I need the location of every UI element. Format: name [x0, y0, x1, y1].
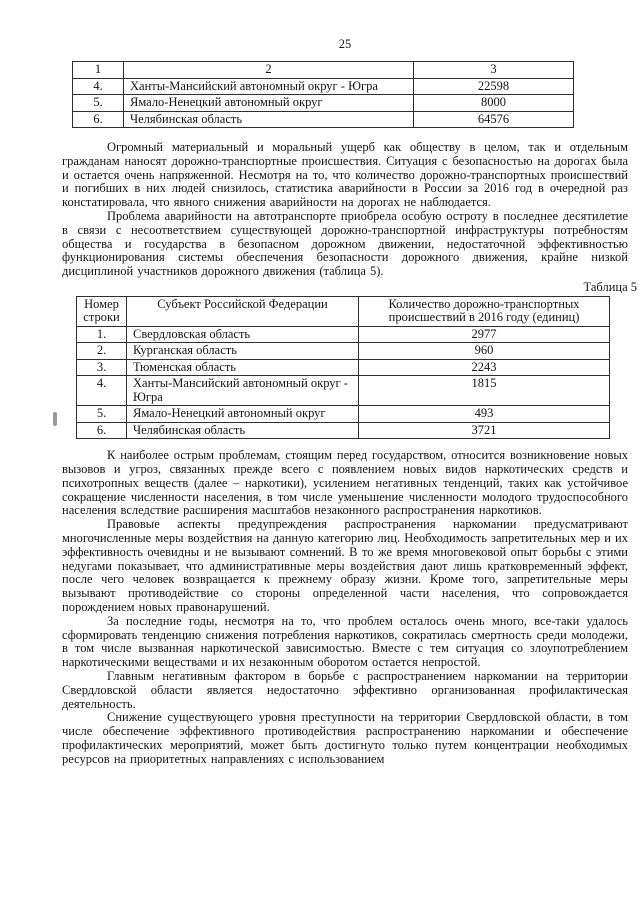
paragraph: Правовые аспекты предупреждения распространения наркомании предусматривают многочисленные меры воздействия на данную категорию лиц. Необходимость запретительных мер и их эффективность очевидны и не вызывают сомнений. В то же время многовековой опыт борьбы с этими недугами показывает, что административные меры воздействия дают лишь кратковременный эффект, после чего человек возвращается к прежнему образу жизни. Кроме того, запретительные меры вызывают противодействие со стороны определенной части населения, что сопровождается порождением новых правонарушений.	[62, 517, 628, 615]
value-cell: 493	[359, 406, 610, 423]
column-number-cell: 2	[124, 62, 414, 79]
paragraph: Огромный материальный и моральный ущерб как обществу в целом, так и отдельным гражданам наносят дорожно-транспортные происшествия. Ситуация с безопасностью на дорогах была и остается очень напряженной. Несмотря на то, что количество дорожно-транспортных происшествий и погибших в них людей снизилось, статистика аварийности в России за 2016 год в очередной раз констатировала, что явного снижения аварийности на дорогах не наблюдается.	[62, 140, 628, 210]
regions-table-continued	[72, 61, 574, 128]
region-cell: Ямало-Ненецкий автономный округ	[127, 406, 359, 423]
value-cell: 1815	[359, 376, 610, 406]
table-row	[73, 78, 574, 95]
table-row	[77, 406, 610, 423]
column-number-row	[73, 62, 574, 79]
value-cell: 2977	[359, 326, 610, 343]
region-cell: Свердловская область	[127, 326, 359, 343]
region-cell: Ханты-Мансийский автономный округ - Югра	[124, 78, 414, 95]
region-cell: Ханты-Мансийский автономный округ - Югра	[127, 376, 359, 406]
paragraph: Снижение существующего уровня преступности на территории Свердловской области, в том числе обеспечение эффективного противодействия распространению наркомании и обеспечение профилактических мероприятий, может быть достигнуто только путем концентрации необходимых ресурсов на приоритетных направлениях с использованием	[62, 710, 628, 766]
region-cell: Курганская область	[127, 343, 359, 360]
table-row	[73, 111, 574, 128]
value-cell: 8000	[414, 95, 574, 112]
paragraph: За последние годы, несмотря на то, что проблем осталось очень много, все-таки удалось сформировать тенденцию снижения потребления наркотиков, сократилась смертность среди молодежи, в том числе вызванная наркотической зависимостью. Вместе с тем ситуация со злоупотреблением наркотическими веществами и их незаконным оборотом остается непростой.	[62, 613, 628, 670]
value-cell: 64576	[414, 111, 574, 128]
paragraph: Главным негативным фактором в борьбе с распространением наркомании на территории Свердловской области является недостаточно эффективно организованная профилактическая деятельность.	[62, 669, 628, 711]
table5-caption: Таблица 5	[583, 279, 637, 294]
value-cell: 960	[359, 343, 610, 360]
column-header-cell: Номер строки	[77, 296, 127, 326]
accidents-2016-table	[76, 296, 610, 440]
region-cell: Челябинская область	[124, 111, 414, 128]
row-number-cell: 4.	[73, 78, 124, 95]
column-number-cell: 3	[414, 62, 574, 79]
column-header-cell: Субъект Российской Федерации	[127, 296, 359, 326]
row-number-cell: 3.	[77, 359, 127, 376]
paragraph: К наиболее острым проблемам, стоящим перед государством, относится возникновение новых вызовов и угроз, связанных прежде всего с появлением новых видов наркотических средств и психотропных веществ (далее – наркотики), усилением негативных тенденций, таких как устойчивое сокращение численности населения, в том числе уменьшение численности молодого трудоспособного населения вследствие расширения масштабов незаконного распространения наркотиков.	[62, 448, 628, 518]
row-number-cell: 5.	[77, 406, 127, 423]
table-row	[77, 422, 610, 439]
table-row	[77, 376, 610, 406]
row-number-cell: 6.	[73, 111, 124, 128]
page-number: 25	[338, 37, 352, 51]
value-cell: 22598	[414, 78, 574, 95]
table-row	[77, 343, 610, 360]
region-cell: Челябинская область	[127, 422, 359, 439]
column-number-cell: 1	[73, 62, 124, 79]
row-number-cell: 2.	[77, 343, 127, 360]
scan-smudge-mark	[53, 412, 57, 426]
paragraph: Проблема аварийности на автотранспорте приобрела особую остроту в последнее десятилетие в связи с несоответствием существующей дорожно-транспортной инфраструктуры потребностям общества и государства в безопасном дорожном движении, недостаточной эффективностью функционирования системы обеспечения безопасности дорожного движения, крайне низкой дисциплиной участников дорожного движения (таблица 5).	[62, 208, 628, 279]
row-number-cell: 4.	[77, 376, 127, 406]
value-cell: 3721	[359, 422, 610, 439]
header-row	[77, 296, 610, 326]
row-number-cell: 6.	[77, 422, 127, 439]
row-number-cell: 1.	[77, 326, 127, 343]
column-header-cell: Количество дорожно-транспортных происшествий в 2016 году (единиц)	[359, 296, 610, 326]
region-cell: Ямало-Ненецкий автономный округ	[124, 95, 414, 112]
region-cell: Тюменская область	[127, 359, 359, 376]
value-cell: 2243	[359, 359, 610, 376]
table-row	[73, 95, 574, 112]
table-row	[77, 326, 610, 343]
row-number-cell: 5.	[73, 95, 124, 112]
table-row	[77, 359, 610, 376]
